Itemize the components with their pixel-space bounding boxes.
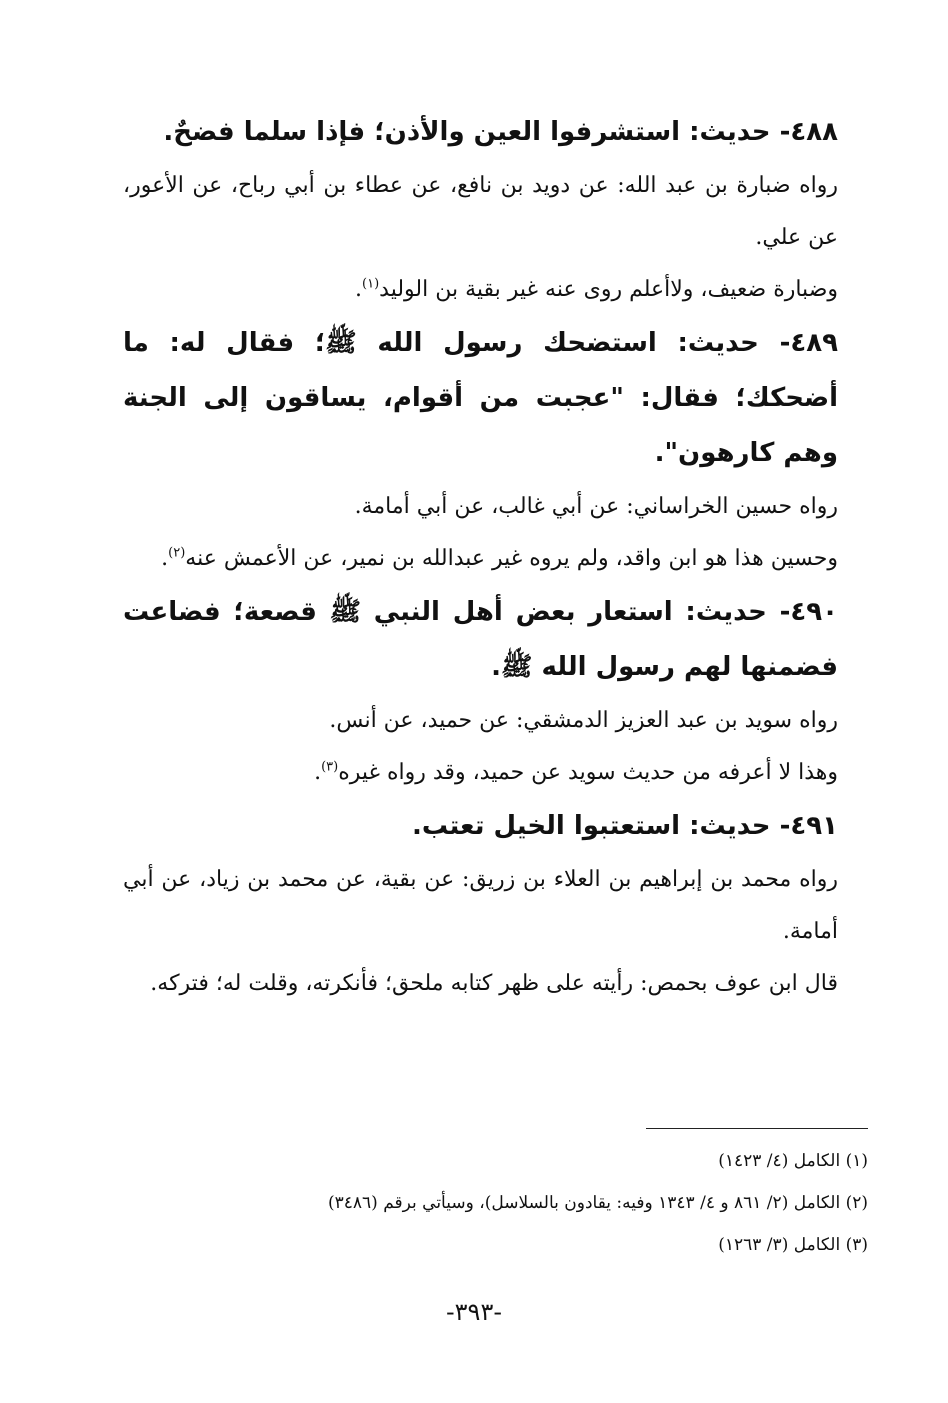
period: .	[161, 546, 169, 571]
footnote-1: (١) الكامل (٤/ ١٤٢٣)	[718, 1151, 868, 1171]
footnote-3: (٣) الكامل (٣/ ١٢٦٣)	[718, 1235, 868, 1255]
hadith-heading-490: ٤٩٠- حديث: استعار بعض أهل النبي ﷺ قصعة؛ فضاعت فضمنها لهم رسول الله ﷺ.	[123, 597, 838, 682]
commentary-text: وحسين هذا هو ابن واقد، ولم يروه غير عبدالله بن نمير، عن الأعمش عنه	[185, 546, 838, 571]
commentary-paragraph: قال ابن عوف بحمص: رأيته على ظهر كتابه ملحق؛ فأنكرته، وقلت له؛ فتركه.	[150, 971, 838, 996]
period: .	[355, 277, 363, 302]
commentary-text: وضبارة ضعيف، ولاأعلم روى عنه غير بقية بن الوليد	[379, 277, 838, 302]
footnote-reference: (٣)	[321, 759, 339, 775]
hadith-heading-491: ٤٩١- حديث: استعتبوا الخيل تعتب.	[412, 811, 838, 841]
commentary-text: وهذا لا أعرفه من حديث سويد عن حميد، وقد رواه غيره	[338, 760, 838, 785]
page-number: -٣٩٣-	[445, 1298, 502, 1326]
narration-paragraph: رواه سويد بن عبد العزيز الدمشقي: عن حميد، عن أنس.	[329, 708, 838, 733]
footnote-reference: (٢)	[168, 545, 186, 561]
hadith-heading-488: ٤٨٨- حديث: استشرفوا العين والأذن؛ فإذا سلما فضحٌ.	[163, 117, 838, 147]
commentary-paragraph	[123, 264, 868, 316]
hadith-heading-489: ٤٨٩- حديث: استضحك رسول الله ﷺ؛ فقال له: ما أضحكك؛ فقال: "عجبت من أقوام، يساقون إلى الجنة وهم كارهون".	[123, 328, 838, 468]
main-text	[123, 105, 868, 1010]
narration-paragraph: رواه ضبارة بن عبد الله: عن دويد بن نافع، عن عطاء بن أبي رباح، عن الأعور، عن علي.	[123, 173, 838, 250]
footnote-2: (٢) الكامل (٢/ ٨٦١ و ٤/ ١٣٤٣ وفيه: يقادون بالسلاسل)، وسيأتي برقم (٣٤٨٦)	[327, 1193, 868, 1213]
commentary-paragraph	[123, 533, 868, 585]
footnotes	[123, 1140, 868, 1266]
narration-paragraph: رواه حسين الخراساني: عن أبي غالب، عن أبي أمامة.	[354, 494, 838, 519]
period: .	[314, 760, 322, 785]
commentary-paragraph	[123, 747, 868, 799]
footnote-divider	[646, 1128, 868, 1129]
narration-paragraph: رواه محمد بن إبراهيم بن العلاء بن زريق: عن بقية، عن محمد بن زياد، عن أبي أمامة.	[123, 867, 838, 944]
footnote-reference: (١)	[362, 276, 380, 292]
